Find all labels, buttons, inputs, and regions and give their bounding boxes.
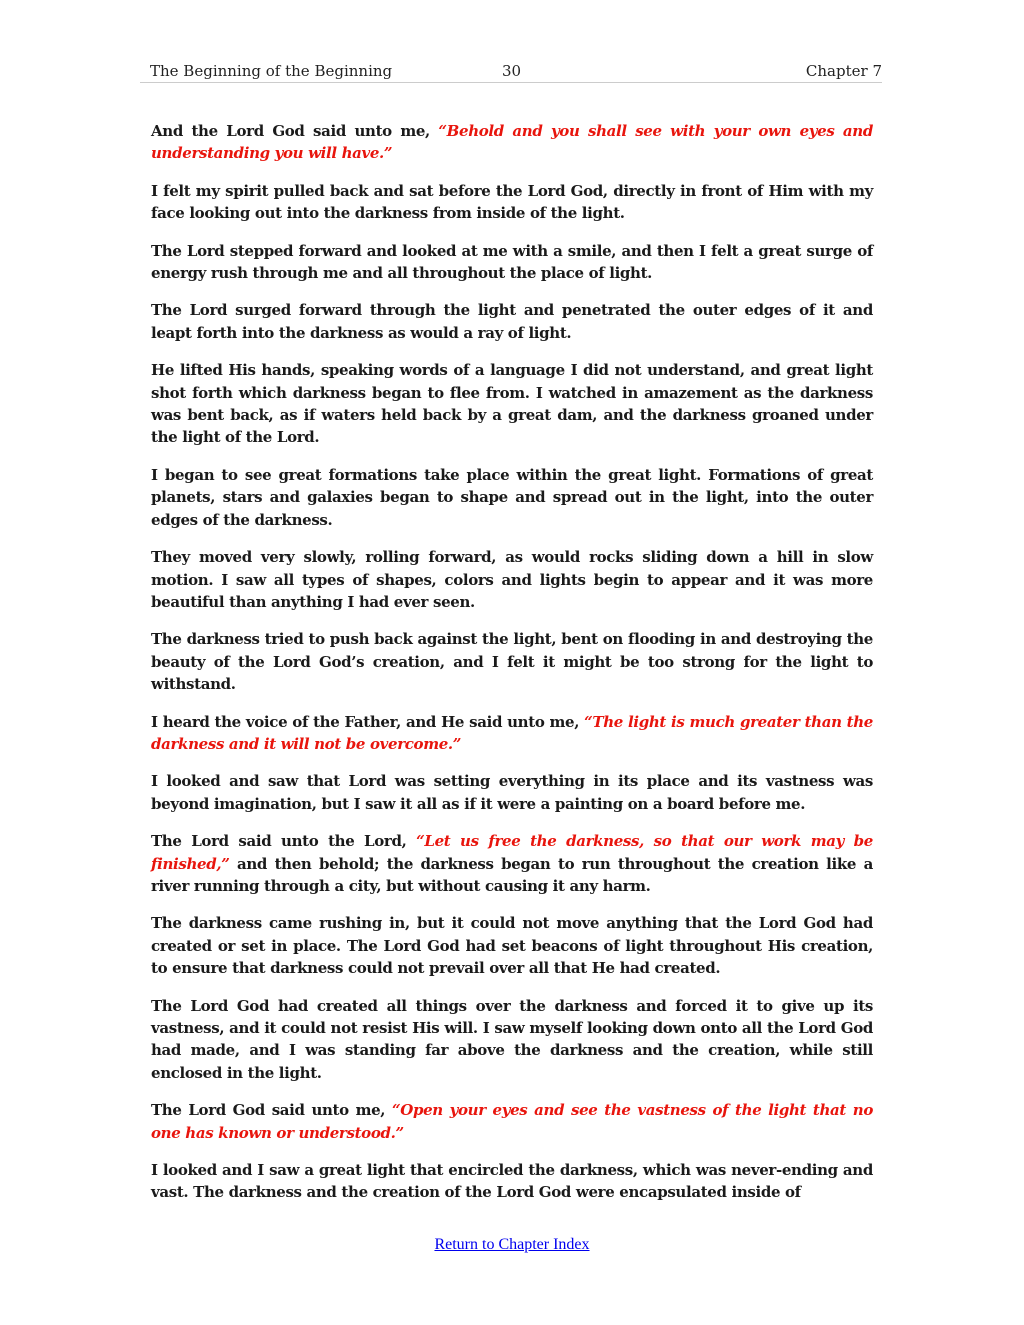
- paragraph: I heard the voice of the Father, and He said unto me, “The light is much greater than the darkness and it will not be overcome.”: [151, 712, 873, 753]
- paragraph: The Lord stepped forward and looked at me with a smile, and then I felt a great surge of energy rush through me and all throughout the place of light.: [151, 241, 873, 283]
- scripture-quote: “Let us free the darkness, so that our work may be finished,”: [151, 832, 873, 873]
- paragraph: The darkness tried to push back against the light, bent on flooding in and destroying the beauty of the Lord God’s creation, and I felt it might be too strong for the light to withstand.: [151, 630, 873, 694]
- paragraph: I felt my spirit pulled back and sat before the Lord God, directly in front of Him with my face looking out into the darkness from inside of the light.: [151, 181, 873, 223]
- paragraph: I began to see great formations take place within the great light. Formations of great planets, stars and galaxies began to shape and spread out in the light, into the outer edges of the darkness.: [151, 465, 873, 529]
- paragraph: The Lord God said unto me, “Open your eyes and see the vastness of the light that no one has known or understood.”: [151, 1101, 873, 1142]
- chapter-label: Chapter 7: [805, 62, 882, 80]
- paragraph: I looked and I saw a great light that encircled the darkness, which was never-ending and vast. The darkness and the creation of the Lord God were encapsulated inside of: [151, 1161, 873, 1202]
- paragraph: The Lord God had created all things over the darkness and forced it to give up its vastness, and it could not resist His will. I saw myself looking down onto all the Lord God had made, and I was standing far above the darkness and the creation, while still enclosed in the light.: [151, 996, 873, 1082]
- paragraph: And the Lord God said unto me, “Behold and you shall see with your own eyes and understanding you will have.”: [151, 122, 873, 163]
- book-title: The Beginning of the Beginning: [150, 62, 393, 80]
- paragraph: The darkness came rushing in, but it could not move anything that the Lord God had created or set in place. The Lord God had set beacons of light throughout His creation, to ensure that darkness could not prevail over all that He had created.: [151, 914, 873, 978]
- return-to-chapter-index-link[interactable]: Return to Chapter Index: [434, 1236, 590, 1253]
- paragraph: The Lord surged forward through the light and penetrated the outer edges of it and leapt forth into the darkness as would a ray of light.: [151, 301, 873, 342]
- paragraph: The Lord said unto the Lord, “Let us free the darkness, so that our work may be finished,” and then behold; the darkness began to run throughout the creation like a river running through a city, but without causing it any harm.: [151, 832, 873, 895]
- page-header: [140, 60, 882, 83]
- paragraph: I looked and saw that Lord was setting everything in its place and its vastness was beyond imagination, but I saw it all as if it were a painting on a board before me.: [151, 772, 873, 813]
- scripture-quote: “Open your eyes and see the vastness of the light that no one has known or understood.”: [151, 1101, 873, 1142]
- paragraph: He lifted His hands, speaking words of a language I did not understand, and great light shot forth which darkness began to flee from. I watched in amazement as the darkness was bent back, as if waters held back by a great dam, and the darkness groaned under the light of the Lord.: [151, 361, 873, 447]
- page-number: 30: [502, 62, 522, 80]
- paragraph: They moved very slowly, rolling forward, as would rocks sliding down a hill in slow motion. I saw all types of shapes, colors and lights begin to appear and it was more beautiful than anything I had ever seen.: [151, 548, 873, 611]
- scripture-quote: “The light is much greater than the darkness and it will not be overcome.”: [151, 712, 873, 753]
- page-body: [151, 120, 873, 1219]
- page-footer: [0, 1236, 1024, 1254]
- scripture-quote: “Behold and you shall see with your own eyes and understanding you will have.”: [151, 122, 873, 163]
